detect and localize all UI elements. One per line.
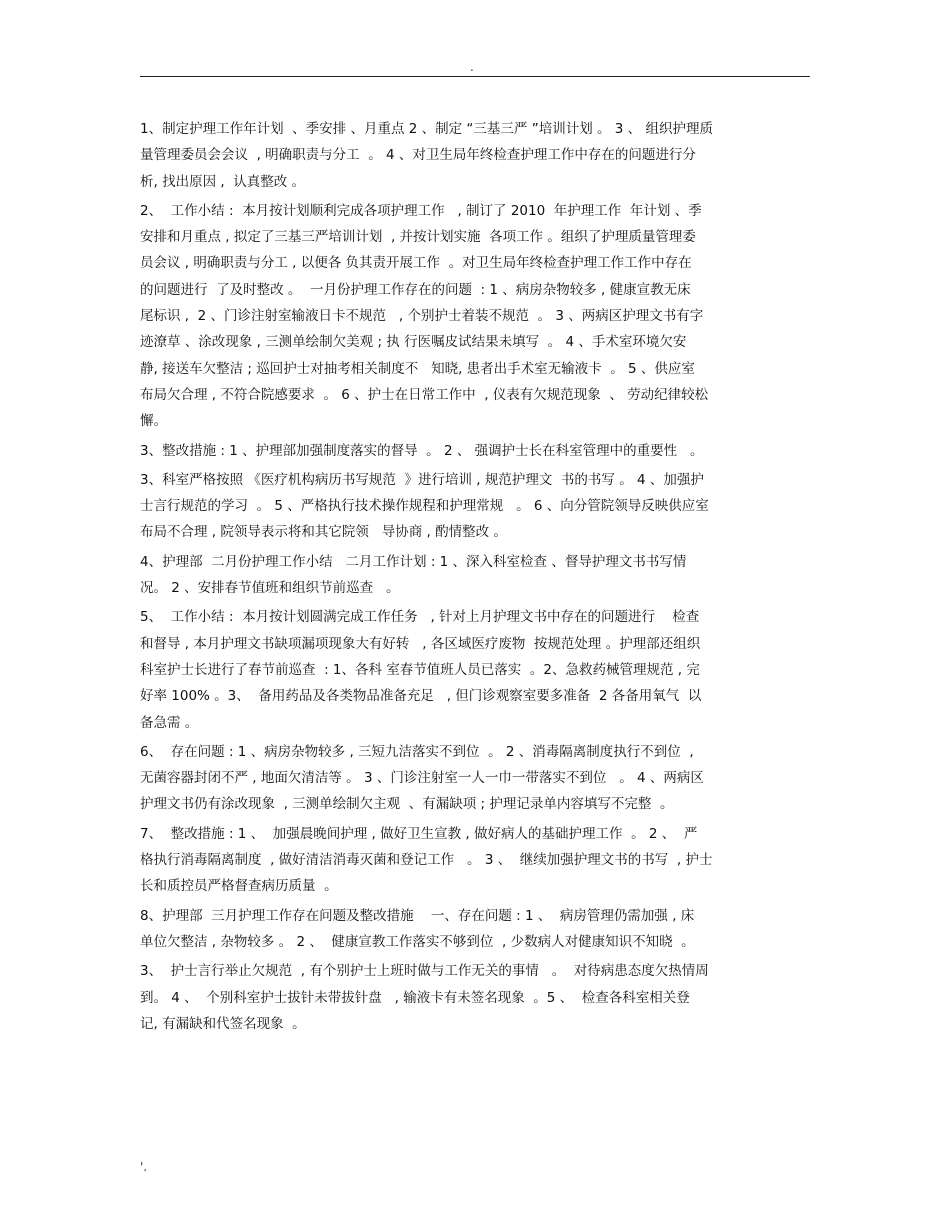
text-line: 3、科室严格按照 《医疗机构病历书写规范 》进行培训 , 规范护理文 书的书写 。 4 、加强护 [140,471,704,488]
text-line: 1、制定护理工作年计划 、季安排 、月重点 2 、制定 “三基三严 ”培训计划 。 3 、 组织护理质 [140,121,713,137]
text-line: 备急需 。 [140,714,199,731]
text-line: 记, 有漏缺和代签名现象 。 [140,1015,306,1032]
text-line: 安排和月重点 , 拟定了三基三严培训计划 , 并按计划实施 各项工作 。组织了护理质量管理委 [140,229,696,246]
text-line: 6、 存在问题 : 1 、病房杂物较多 , 三短九洁落实不到位 。 2 、消毒隔离制度执行不到位 , [140,743,694,760]
text-line: 量管理委员会会议 , 明确职责与分工 。 4 、对卫生局年终检查护理工作中存在的问题进行分 [140,147,696,164]
paragraph [140,604,810,735]
paragraph [140,903,810,956]
header-divider [140,76,810,77]
text-line: 长和质控员严格督查病历质量 。 [140,878,338,895]
text-line: 和督导 , 本月护理文书缺项漏项现象大有好转 , 各区域医疗废物 按规范处理 。护理部还组织 [140,635,701,652]
paragraph [140,438,810,464]
footer-mark: '. [140,1160,148,1174]
paragraph [140,821,810,900]
text-line: 静, 接送车欠整洁 ; 巡回护士对抽考相关制度不 知晓, 患者出手术室无输液卡 。 5 、供应室 [140,360,695,377]
text-line: 布局不合理 , 院领导表示将和其它院领 导协商 , 酌情整改 。 [140,524,507,541]
text-line: 员会议 , 明确职责与分工 , 以便各 负其责开展工作 。对卫生局年终检查护理工作工作中存在 [140,255,692,272]
text-line: 尾标识 , 2 、门诊注射室输液日卡不规范 , 个别护士着装不规范 。 3 、两病区护理文书有字 [140,308,704,325]
document-body [140,116,810,1040]
text-line: 7、 整改措施 : 1 、 加强晨晚间护理 , 做好卫生宣教 , 做好病人的基础护理工作 。 2 、 严 [140,825,698,842]
text-line: 科室护士长进行了春节前巡查 : 1、各科 室春节值班人员已落实 。2、急救药械管理规范 , 完 [140,661,700,678]
text-line: 布局欠合理 , 不符合院感要求 。 6 、护士在日常工作中 , 仪表有欠规范现象 、 劳动纪律较松 [140,386,709,403]
paragraph [140,467,810,546]
text-line: 无菌容器封闭不严 , 地面欠清洁等 。 3 、门诊注射室一人一巾一带落实不到位 。 4 、两病区 [140,770,704,787]
text-line: 护理文书仍有涂改现象 , 三测单绘制欠主观 、有漏缺项 ; 护理记录单内容填写不完整 。 [140,796,674,813]
paragraph [140,116,810,195]
text-line: 士言行规范的学习 。 5 、严格执行技术操作规程和护理常规 。 6 、向分管院领导反映供应室 [140,498,709,515]
text-line: 单位欠整洁 , 杂物较多 。 2 、 健康宣教工作落实不够到位 , 少数病人对健康知识不知晓 。 [140,933,695,950]
text-line: 况。 2 、安排春节值班和组织节前巡查 。 [140,580,400,597]
text-line: 析, 找出原因 , 认真整改 。 [140,173,306,190]
text-line: 4、护理部 二月份护理工作小结 二月工作计划 : 1 、深入科室检查 、督导护理文书书写情 [140,553,687,570]
text-line: 8、护理部 三月护理工作存在问题及整改措施 一、存在问题 : 1 、 病房管理仍需加强 , 床 [140,907,695,924]
text-line: 3、整改措施 : 1 、护理部加强制度落实的督导 。 2 、 强调护士长在科室管理中的重要性 。 [140,442,704,459]
paragraph [140,549,810,602]
text-line: 好率 100% 。3、 备用药品及各类物品准备充足 , 但门诊观察室要多准备 2 各备用氧气 以 [140,688,702,705]
text-line: 到。 4 、 个别科室护士拔针未带拔针盘 , 输液卡有未签名现象 。5 、 检查各科室相关登 [140,989,690,1006]
text-line: 格执行消毒隔离制度 , 做好清洁消毒灭菌和登记工作 。 3 、 继续加强护理文书的书写 , 护士 [140,852,713,869]
paragraph [140,958,810,1037]
text-line: 3、 护士言行举止欠规范 , 有个别护士上班时做与工作无关的事情 。 对待病患态度欠热情周 [140,963,709,980]
text-line: 5、 工作小结 : 本月按计划圆满完成工作任务 , 针对上月护理文书中存在的问题进行 检查 [140,609,700,626]
header-mark: . [470,60,474,74]
text-line: 2、 工作小结 : 本月按计划顺利完成各项护理工作 , 制订了 2010 年护理工作 年计划 、季 [140,202,702,219]
paragraph [140,739,810,818]
text-line: 迹潦草 、涂改现象 , 三测单绘制欠美观 ; 执 行医嘱皮试结果未填写 。 4 、手术室环境欠安 [140,334,687,351]
paragraph [140,198,810,435]
text-line: 的问题进行 了及时整改 。 一月份护理工作存在的问题 : 1 、病房杂物较多 , 健康宣教无床 [140,281,691,298]
text-line: 懈。 [140,413,167,430]
